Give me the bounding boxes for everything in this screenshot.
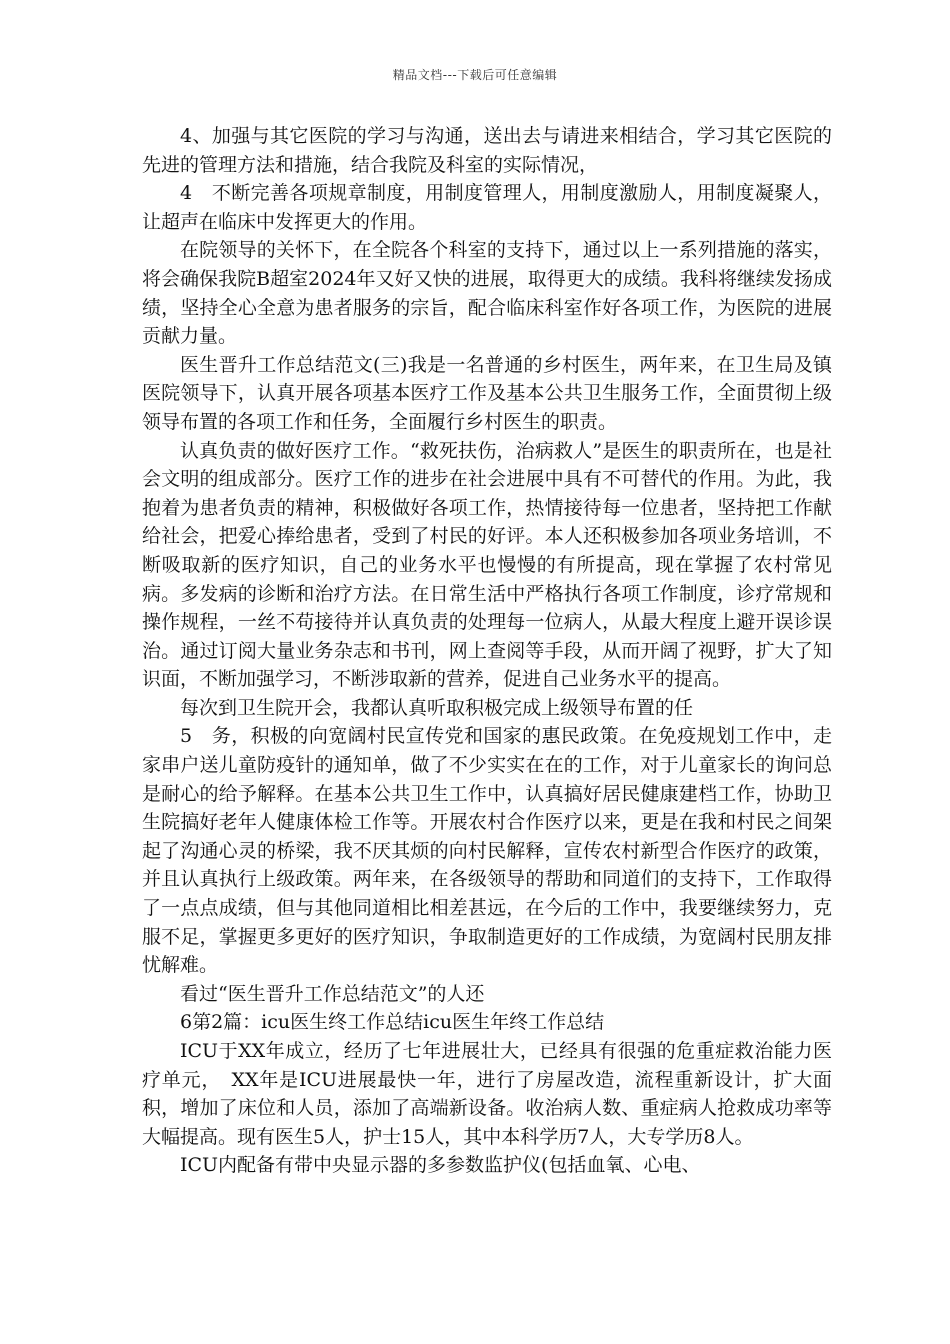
- paragraph-1: 4、加强与其它医院的学习与沟通，送出去与请进来相结合，学习其它医院的先进的管理方法和措施，结合我院及科室的实际情况，: [142, 125, 832, 176]
- paragraph-9: ICU于XX年成立，经历了七年进展壮大，已经具有很强的危重症救治能力医疗单元， XX年是ICU进展最快一年，进行了房屋改造，流程重新设计，扩大面积，增加了床位和人员，添加了高端新设备。收治病人数、重症病人抢救成功率等大幅提高。现有医生5人，护士15人，其中本科学历7人，大专学历8人。: [142, 1040, 832, 1148]
- paragraph-10: ICU内配备有带中央显示器的多参数监护仪(包括血氧、心电、: [180, 1154, 701, 1177]
- paragraph-6: 每次到卫生院开会，我都认真听取积极完成上级领导布置的任: [180, 696, 694, 719]
- document-body: [142, 122, 832, 1180]
- paragraph-4: 医生晋升工作总结范文(三)我是一名普通的乡村医生，两年来，在卫生局及镇医院领导下，认真开展各项基本医疗工作及基本公共卫生服务工作，全面贯彻上级领导布置的各项工作和任务，全面履行乡村医生的职责。: [142, 353, 832, 433]
- section-heading: 6第2篇：icu医生终工作总结icu医生年终工作总结: [180, 1011, 605, 1034]
- paragraph-8: 看过“医生晋升工作总结范文”的人还: [180, 982, 485, 1005]
- paragraph-5: 认真负责的做好医疗工作。“救死扶伤，治病救人”是医生的职责所在，也是社会文明的组成部分。医疗工作的进步在社会进展中具有不可替代的作用。为此，我抱着为患者负责的精神，积极做好各项工作，热情接待每一位患者，坚持把工作献给社会，把爱心捧给患者，受到了村民的好评。本人还积极参加各项业务培训，不断吸取新的医疗知识，自己的业务水平也慢慢的有所提高，现在掌握了农村常见病。多发病的诊断和治疗方法。在日常生活中严格执行各项工作制度，诊疗常规和操作规程，一丝不苟接待并认真负责的处理每一位病人，从最大程度上避开误诊误治。通过订阅大量业务杂志和书刊，网上查阅等手段，从而开阔了视野，扩大了知识面，不断加强学习，不断涉取新的营养，促进自己业务水平的提高。: [142, 439, 832, 691]
- page-header: 精品文档---下载后可任意编辑: [392, 68, 558, 82]
- paragraph-3: 在院领导的关怀下，在全院各个科室的支持下，通过以上一系列措施的落实，将会确保我院B超室2024年又好又快的进展，取得更大的成绩。我科将继续发扬成绩，坚持全心全意为患者服务的宗旨，配合临床科室作好各项工作，为医院的进展贡献力量。: [142, 239, 832, 348]
- paragraph-7: 5 务，积极的向宽阔村民宣传党和国家的惠民政策。在免疫规划工作中，走家串户送儿童防疫针的通知单，做了不少实实在在的工作，对于儿童家长的询问总是耐心的给予解释。在基本公共卫生工作中，认真搞好居民健康建档工作，协助卫生院搞好老年人健康体检工作等。开展农村合作医疗以来，更是在我和村民之间架起了沟通心灵的桥梁，我不厌其烦的向村民解释，宣传农村新型合作医疗的政策，并且认真执行上级政策。两年来，在各级领导的帮助和同道们的支持下，工作取得了一点点成绩，但与其他同道相比相差甚远，在今后的工作中，我要继续努力，克服不足，掌握更多更好的医疗知识，争取制造更好的工作成绩，为宽阔村民朋友排忧解难。: [142, 725, 832, 977]
- paragraph-2: 4 不断完善各项规章制度，用制度管理人，用制度激励人，用制度凝聚人，让超声在临床中发挥更大的作用。: [142, 182, 832, 233]
